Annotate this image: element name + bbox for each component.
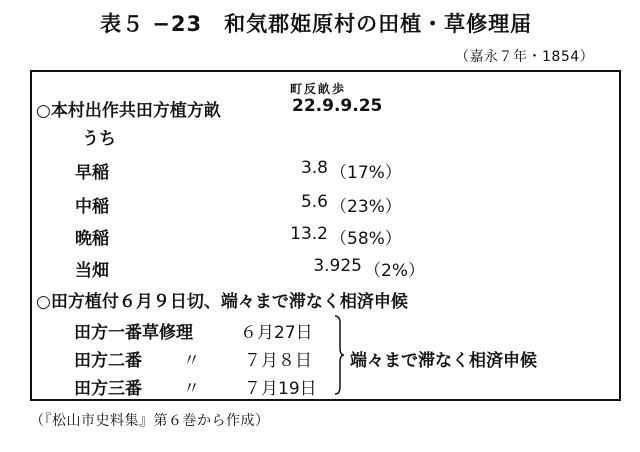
- item1-value: 22.9.9.25: [292, 96, 383, 116]
- item2-label: ○田方植付６月９日切、端々まで滞なく相済申候: [36, 292, 408, 312]
- crop-percent: （17%）: [330, 163, 402, 183]
- ditto-mark: 〃: [183, 379, 200, 399]
- schedule-name: 田方一番草修理: [74, 323, 193, 343]
- ditto-mark: 〃: [183, 351, 200, 371]
- brace-note: 端々まで滞なく相済申候: [350, 351, 537, 371]
- page-title: 表５ −23 和気郡姫原村の田植・草修理届: [100, 12, 533, 36]
- crop-value: 13.2: [290, 224, 328, 244]
- schedule-name: 田方三番: [74, 379, 142, 399]
- crop-value: 5.6: [300, 192, 328, 212]
- crop-value: 3.925: [313, 256, 362, 276]
- crop-name: 当畑: [75, 261, 109, 281]
- unit-header: 町反畝歩: [290, 82, 347, 96]
- schedule-date: ７月８日: [244, 351, 312, 371]
- crop-name: 中稲: [75, 197, 109, 217]
- source-note: （『松山市史料集』第６巻から作成）: [30, 413, 270, 429]
- crop-percent: （58%）: [330, 229, 402, 249]
- subtitle: （嘉永７年・1854）: [455, 49, 595, 65]
- crop-value: 3.8: [300, 158, 328, 178]
- crop-name: 早稲: [75, 163, 109, 183]
- schedule-name: 田方二番: [74, 351, 142, 371]
- right-brace-icon: [334, 315, 344, 395]
- schedule-date: ６月27日: [240, 323, 313, 343]
- crop-percent: （2%）: [364, 261, 425, 281]
- crop-name: 晩稲: [75, 229, 109, 249]
- uchi-label: うち: [82, 129, 116, 149]
- crop-percent: （23%）: [330, 197, 402, 217]
- schedule-date: ７月19日: [244, 379, 317, 399]
- item1-label: ○本村出作共田方植方畝: [36, 101, 221, 121]
